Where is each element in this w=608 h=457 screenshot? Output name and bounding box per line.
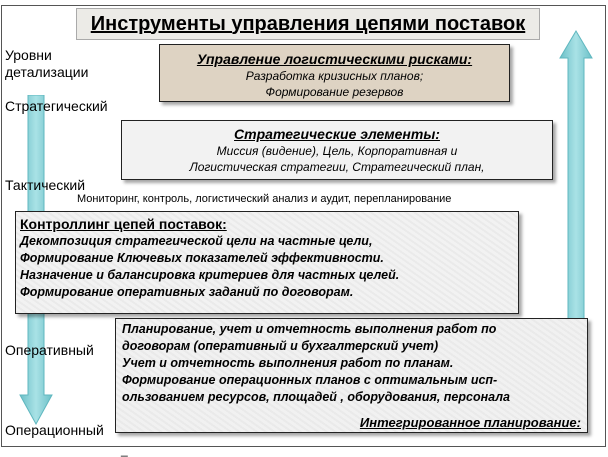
strategic-elements-box	[121, 120, 553, 180]
diagram-title: Инструменты управления цепями поставок	[76, 8, 540, 40]
risk-management-box	[159, 44, 510, 102]
operational-level-label: Операционный	[5, 422, 104, 438]
controlling-line: Формирование Ключевых показателей эффективности.	[20, 251, 384, 265]
planning-line: договорам (оперативный и бухгалтерский учет)	[122, 339, 439, 353]
strategic-level-label: Стратегический	[5, 98, 108, 114]
integrated-planning-box	[115, 318, 588, 433]
stray-mark: _	[121, 443, 128, 457]
levels-label-line2: детализации	[5, 64, 89, 80]
controlling-line: Назначение и балансировка критериев для частных целей.	[20, 268, 400, 282]
controlling-line: Формирование оперативных заданий по договорам.	[20, 285, 354, 299]
controlling-heading: Контроллинг цепей поставок:	[20, 216, 227, 232]
operative-level-label: Оперативный	[5, 342, 94, 358]
risk-management-heading: Управление логистическими рисками:	[196, 51, 473, 67]
controlling-line: Декомпозиция стратегической цели на частные цели,	[20, 234, 373, 248]
planning-line: ользованием ресурсов, площадей , оборудования, персонала	[122, 390, 510, 404]
levels-label	[5, 47, 88, 81]
strategic-elements-heading: Стратегические элементы:	[234, 126, 440, 142]
strategic-line: Логистическая стратегии, Стратегический план,	[189, 160, 485, 174]
tactical-level-label: Тактический	[5, 177, 86, 193]
up-arrow	[559, 30, 593, 330]
risk-line: Разработка кризисных планов;	[245, 69, 424, 83]
controlling-box	[15, 211, 519, 314]
risk-line: Формирование резервов	[265, 85, 404, 99]
monitoring-text: Мониторинг, контроль, логистический анализ и аудит, перепланирование	[77, 193, 452, 205]
planning-line: Формирование операционных планов с оптимальным исп-	[122, 373, 498, 387]
strategic-line: Миссия (видение), Цель, Корпоративная и	[216, 144, 458, 158]
planning-line: Планирование, учет и отчетность выполнения работ по	[122, 322, 497, 336]
planning-line: Учет и отчетность выполнения работ по планам.	[122, 356, 454, 370]
levels-label-line1: Уровни	[5, 47, 52, 63]
integrated-planning-heading: Интегрированное планирование:	[359, 415, 581, 430]
